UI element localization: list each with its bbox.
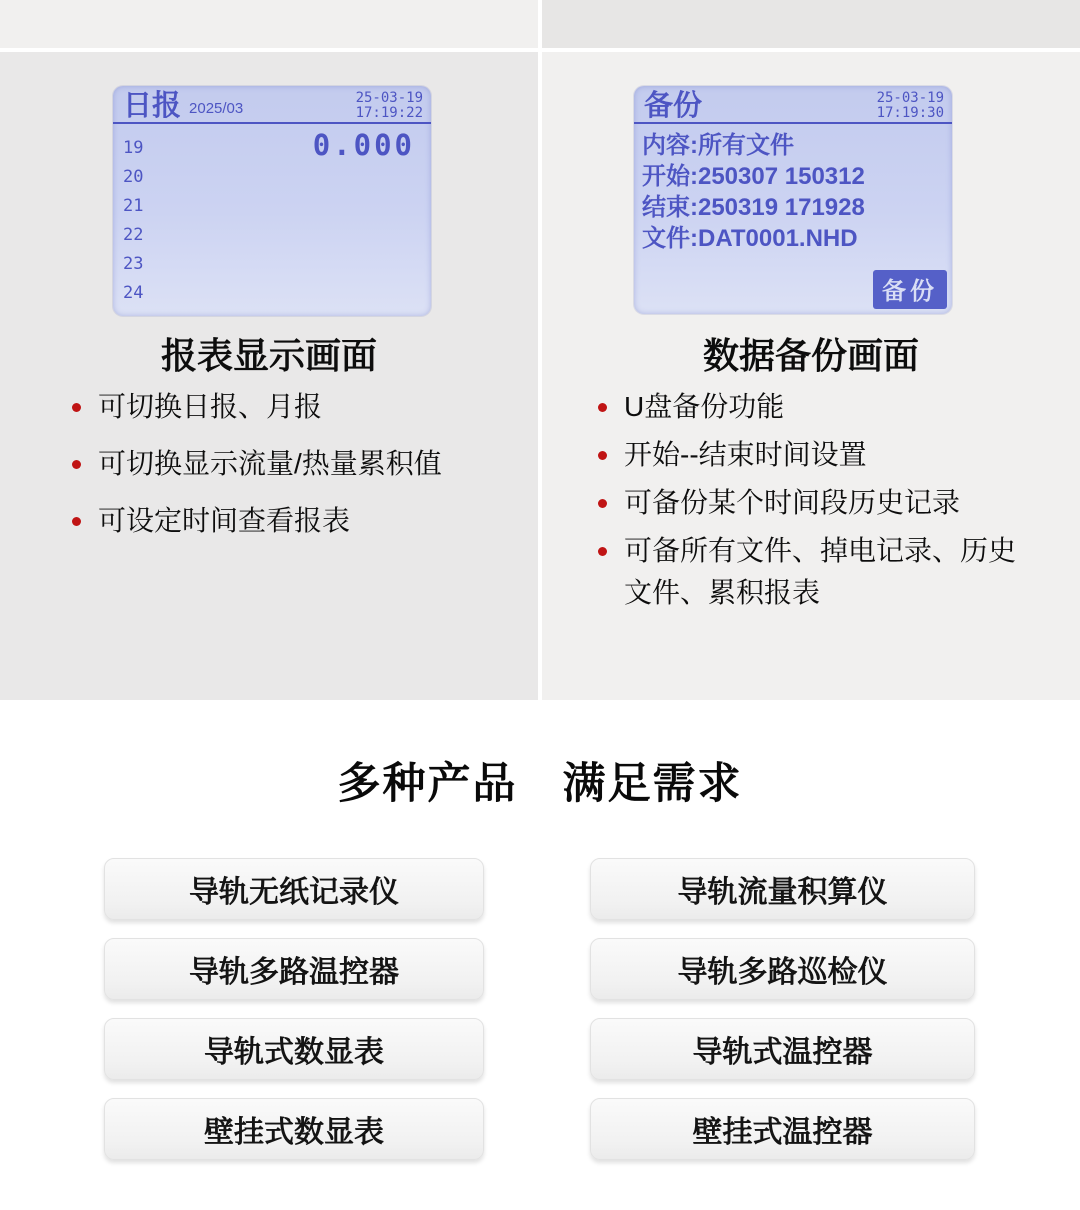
backup-lcd-title: 备份 — [644, 90, 703, 122]
backup-feature-list — [590, 386, 1026, 620]
report-feature-item: 可设定时间查看报表 — [64, 500, 504, 542]
backup-feature-item: 可备份某个时间段历史记录 — [590, 482, 1026, 524]
report-display-panel — [0, 52, 538, 700]
products-heading: 多种产品 满足需求 — [337, 760, 743, 808]
backup-lcd-date: 25-03-19 — [876, 90, 944, 106]
report-lcd-row: 22 — [123, 225, 144, 245]
report-feature-item: 可切换显示流量/热量累积值 — [64, 443, 504, 485]
top-strip-right — [542, 0, 1080, 48]
backup-lcd-time: 17:19:30 — [876, 105, 944, 121]
report-lcd-screen — [113, 86, 431, 316]
report-lcd-date: 25-03-19 — [355, 90, 423, 106]
report-lcd-header — [113, 86, 431, 124]
product-button-wallmount-digital-display-meter[interactable]: 壁挂式数显表 — [104, 1098, 484, 1160]
product-button-wallmount-temp-controller[interactable]: 壁挂式温控器 — [590, 1098, 975, 1160]
report-caption: 报表显示画面 — [160, 335, 377, 376]
report-lcd-value: 0.000 — [312, 128, 415, 162]
backup-lcd-header — [634, 86, 952, 124]
report-lcd-title: 日报 — [123, 90, 182, 122]
report-lcd-row: 23 — [123, 254, 144, 274]
report-feature-item: 可切换日报、月报 — [64, 386, 504, 428]
data-backup-panel — [542, 52, 1080, 700]
backup-lcd-content-line: 内容:所有文件 — [642, 132, 794, 159]
product-button-rail-multichannel-temp-controller[interactable]: 导轨多路温控器 — [104, 938, 484, 1000]
product-button-rail-multichannel-scanner[interactable]: 导轨多路巡检仪 — [590, 938, 975, 1000]
backup-lcd-end-line: 结束:250319 171928 — [642, 194, 865, 221]
backup-feature-item: 开始--结束时间设置 — [590, 434, 1026, 476]
report-lcd-row: 21 — [123, 196, 144, 216]
report-lcd-body — [113, 124, 431, 314]
report-lcd-row-numbers — [123, 134, 143, 308]
report-lcd-row: 20 — [123, 167, 144, 187]
report-lcd-row: 19 — [123, 138, 144, 158]
report-lcd-period: 2025/03 — [189, 100, 244, 117]
backup-lcd-start-line: 开始:250307 150312 — [642, 163, 865, 190]
backup-lcd-file-line: 文件:DAT0001.NHD — [642, 225, 858, 252]
backup-lcd-screen — [634, 86, 952, 314]
report-lcd-time: 17:19:22 — [355, 105, 423, 121]
products-column-right — [590, 858, 975, 1160]
product-button-rail-temp-controller[interactable]: 导轨式温控器 — [590, 1018, 975, 1080]
report-feature-list — [64, 386, 504, 557]
backup-lcd-softkey: 备份 — [873, 270, 947, 309]
report-lcd-row: 24 — [123, 283, 144, 303]
product-button-rail-flow-totalizer[interactable]: 导轨流量积算仪 — [590, 858, 975, 920]
products-column-left — [104, 858, 484, 1160]
backup-feature-item: U盘备份功能 — [590, 386, 1026, 428]
backup-caption: 数据备份画面 — [702, 335, 919, 376]
top-strip-left — [0, 0, 538, 48]
product-button-rail-paperless-recorder[interactable]: 导轨无纸记录仪 — [104, 858, 484, 920]
product-button-rail-digital-display-meter[interactable]: 导轨式数显表 — [104, 1018, 484, 1080]
report-lcd-clock — [356, 91, 423, 121]
backup-lcd-lines — [634, 124, 952, 254]
backup-feature-item: 可备所有文件、掉电记录、历史文件、累积报表 — [590, 530, 1026, 614]
backup-lcd-clock — [877, 91, 944, 121]
